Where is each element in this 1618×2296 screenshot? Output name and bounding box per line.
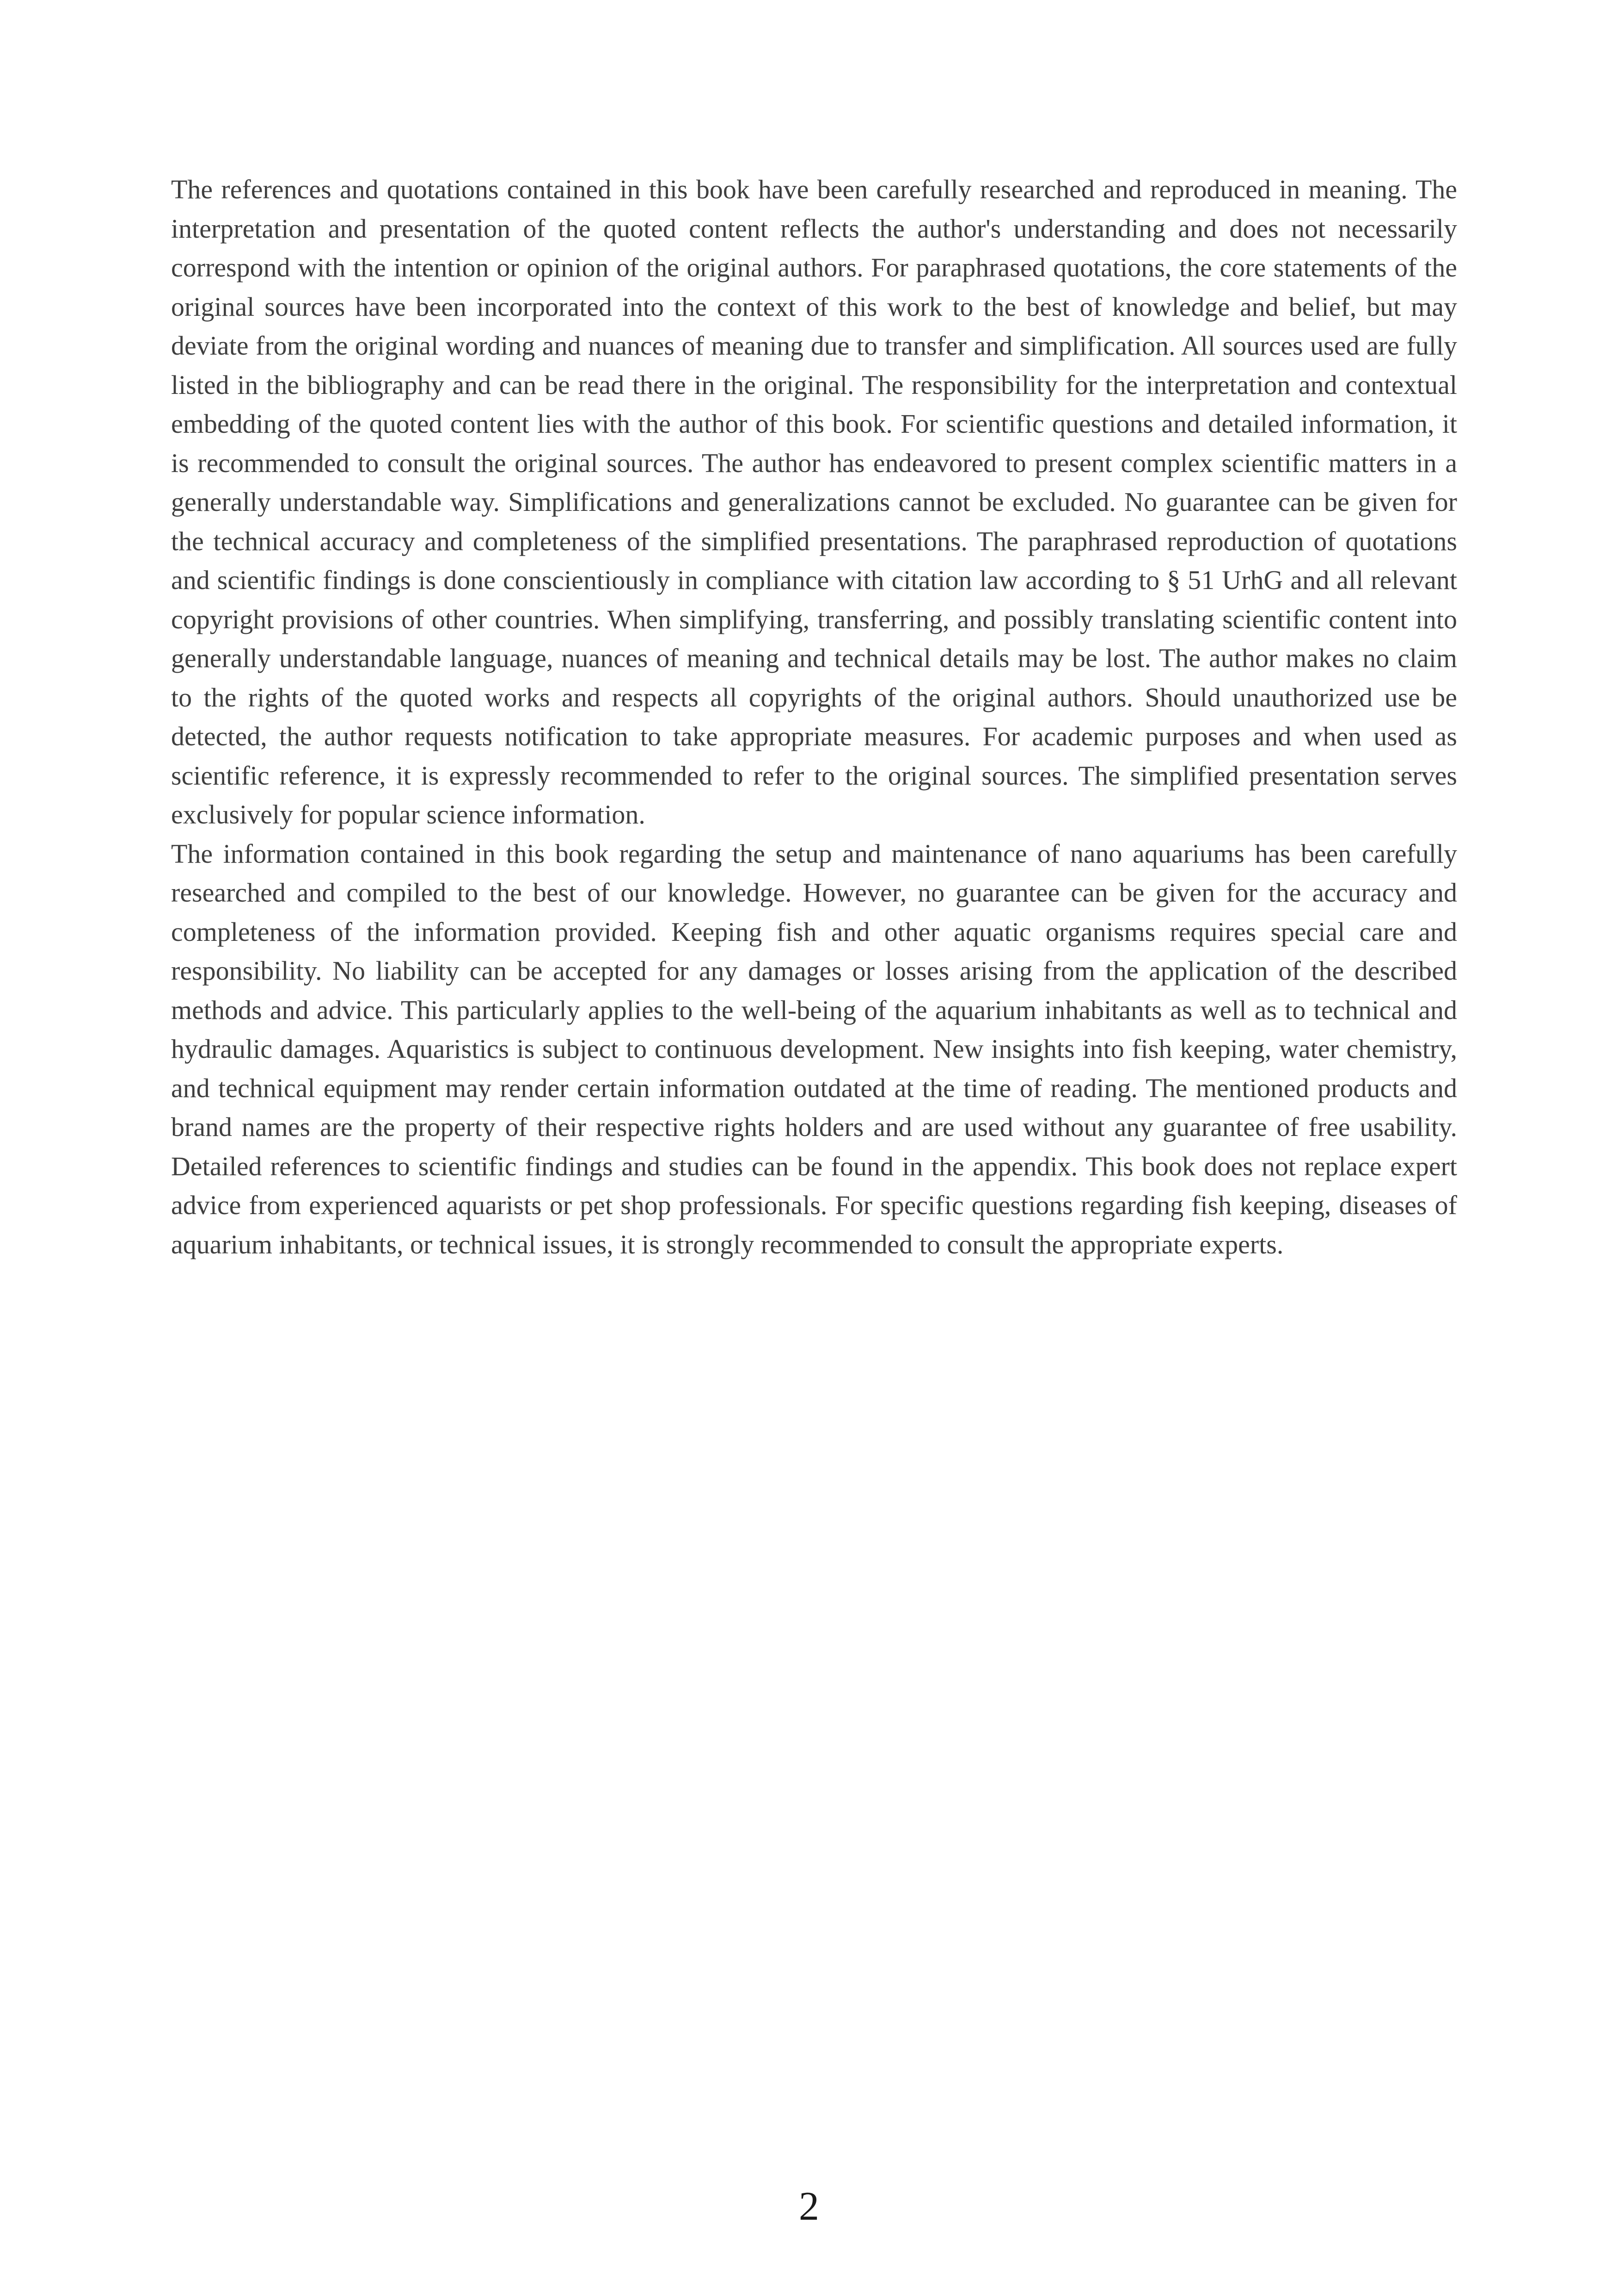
disclaimer-paragraph-quotations: The references and quotations contained in this book have been carefully researched and reproduced in meaning. The interpretation and presentation of the quoted content reflects the author's understanding and does not necessarily correspond with the intention or opinion of the original authors. For paraphrased quotations, the core statements of the original sources have been incorporated into the context of this work to the best of knowledge and belief, but may deviate from the original wording and nuances of meaning due to transfer and simplification. All sources used are fully listed in the bibliography and can be read there in the original. The responsibility for the interpretation and contextual embedding of the quoted content lies with the author of this book. For scientific questions and detailed information, it is recommended to consult the original sources. The author has endeavored to present complex scientific matters in a generally understandable way. Simplifications and generalizations cannot be excluded. No guarantee can be given for the technical accuracy and completeness of the simplified presentations. The paraphrased reproduction of quotations and scientific findings is done conscientiously in compliance with citation law according to § 51 UrhG and all relevant copyright provisions of other countries. When simplifying, transferring, and possibly translating scientific content into generally understandable language, nuances of meaning and technical details may be lost. The author makes no claim to the rights of the quoted works and respects all copyrights of the original authors. Should unauthorized use be detected, the author requests notification to take appropriate measures. For academic purposes and when used as scientific reference, it is expressly recommended to refer to the original sources. The simplified presentation serves exclusively for popular science information.: [171, 174, 1457, 829]
body-text: [171, 170, 1457, 1264]
disclaimer-paragraph-aquarium: The information contained in this book regarding the setup and maintenance of nano aquariums has been carefully researched and compiled to the best of our knowledge. However, no guarantee can be given for the accuracy and completeness of the information provided. Keeping fish and other aquatic organisms requires special care and responsibility. No liability can be accepted for any damages or losses arising from the application of the described methods and advice. This particularly applies to the well-being of the aquarium inhabitants as well as to technical and hydraulic damages. Aquaristics is subject to continuous development. New insights into fish keeping, water chemistry, and technical equipment may render certain information outdated at the time of reading. The mentioned products and brand names are the property of their respective rights holders and are used without any guarantee of free usability. Detailed references to scientific findings and studies can be found in the appendix. This book does not replace expert advice from experienced aquarists or pet shop professionals. For specific questions regarding fish keeping, diseases of aquarium inhabitants, or technical issues, it is strongly recommended to consult the appropriate experts.: [171, 838, 1457, 1259]
page-number: 2: [799, 2184, 819, 2229]
